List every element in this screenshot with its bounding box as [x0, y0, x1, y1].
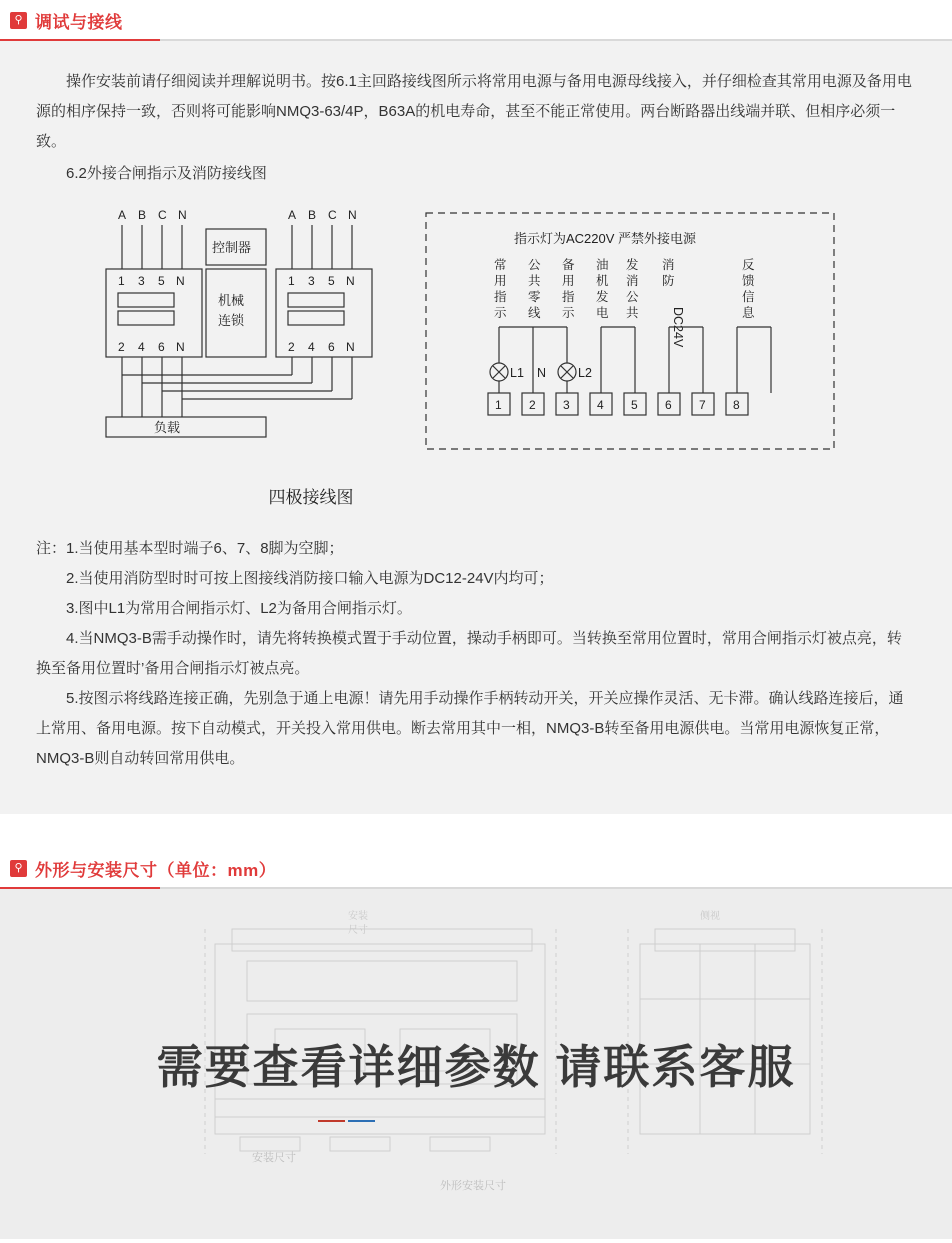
svg-text:5: 5: [631, 398, 638, 412]
intro-paragraph: 操作安装前请仔细阅读并理解说明书。按6.1主回路接线图所示将常用电源与备用电源母线接入，并仔细检查其常用电源及备用电源的相序保持一致，否则将可能影响NMQ3-63/4P，B63A的机电寿命，甚至不能正常使用。两台断路器出线端并联、但相序必须一致。: [36, 73, 912, 150]
svg-text:8: 8: [733, 398, 740, 412]
search-icon: ⚲: [10, 860, 27, 877]
svg-text:4: 4: [597, 398, 604, 412]
svg-text:N: N: [176, 274, 185, 288]
svg-text:N: N: [346, 274, 355, 288]
svg-text:3: 3: [563, 398, 570, 412]
svg-text:1: 1: [118, 274, 125, 288]
dimension-drawing-area: [0, 889, 952, 1239]
notes-list: [36, 534, 916, 774]
search-icon: ⚲: [10, 12, 27, 29]
svg-text:电: 电: [596, 306, 609, 320]
svg-text:4: 4: [308, 340, 315, 354]
header-underline: [0, 39, 160, 41]
svg-text:连锁: 连锁: [218, 313, 245, 328]
svg-text:发: 发: [596, 290, 609, 304]
dimensions-section-header-wrap: [0, 856, 952, 889]
note-item-5: 5.按图示将线路连接正确，先别急于通上电源！请先用手动操作手柄转动开关，开关应操作灵活、无卡滞。确认线路连接后，通上常用、备用电源。按下自动模式，开关投入常用供电。断去常用其中一相，NMQ3-B转至备用电源供电。当常用电源恢复正常，NMQ3-B则自动转回常用供电。: [36, 690, 904, 767]
svg-text:发: 发: [626, 258, 639, 272]
svg-text:防: 防: [662, 274, 675, 288]
svg-text:机械: 机械: [218, 293, 245, 308]
svg-text:负载: 负载: [154, 420, 181, 435]
wiring-section-header-wrap: [0, 0, 952, 41]
svg-text:共: 共: [528, 274, 541, 288]
svg-text:7: 7: [699, 398, 706, 412]
svg-text:指: 指: [562, 290, 575, 304]
svg-text:6: 6: [665, 398, 672, 412]
svg-text:零: 零: [528, 290, 541, 304]
wiring-diagram-svg: [96, 207, 856, 477]
svg-text:B: B: [308, 208, 317, 222]
svg-text:3: 3: [138, 274, 145, 288]
diagram-caption: 四极接线图: [268, 488, 354, 507]
svg-text:侧视: 侧视: [700, 911, 720, 922]
wiring-body: [0, 41, 952, 814]
wiring-section-title: 调试与接线: [35, 13, 123, 32]
svg-text:消: 消: [662, 258, 675, 272]
svg-text:6: 6: [158, 340, 165, 354]
svg-text:常: 常: [494, 258, 507, 272]
svg-text:1: 1: [495, 398, 502, 412]
svg-text:C: C: [158, 208, 167, 222]
svg-text:用: 用: [494, 274, 507, 288]
wiring-diagram: [36, 207, 916, 477]
svg-text:馈: 馈: [742, 274, 755, 288]
svg-text:消: 消: [626, 274, 639, 288]
svg-text:N: N: [176, 340, 185, 354]
svg-text:4: 4: [138, 340, 145, 354]
note-item-2: 2.当使用消防型时时可按上图接线消防接口输入电源为DC12-24V内均可；: [66, 570, 554, 587]
svg-text:线: 线: [528, 306, 541, 320]
svg-text:信: 信: [742, 290, 755, 304]
contact-service-overlay: 需要查看详细参数 请联系客服: [156, 1041, 796, 1093]
wiring-section-header: [0, 8, 952, 41]
svg-text:C: C: [328, 208, 337, 222]
svg-text:2: 2: [529, 398, 536, 412]
svg-text:尺寸: 尺寸: [348, 925, 368, 936]
note-item-4: 4.当NMQ3-B需手动操作时，请先将转换模式置于手动位置，操动手柄即可。当转换至常用位置时，常用合闸指示灯被点亮，转换至备用位置时’备用合闸指示灯被点亮。: [36, 630, 902, 677]
svg-text:指: 指: [494, 290, 507, 304]
svg-text:控制器: 控制器: [212, 240, 252, 255]
svg-text:公: 公: [528, 258, 541, 272]
svg-text:示: 示: [494, 306, 507, 320]
svg-text:B: B: [138, 208, 147, 222]
note-item-1: 注：1.当使用基本型时端子6、7、8脚为空脚；: [36, 540, 344, 557]
dimensions-section-title: 外形与安装尺寸（单位：mm）: [35, 861, 277, 880]
svg-text:反: 反: [742, 258, 755, 272]
svg-text:6: 6: [328, 340, 335, 354]
svg-text:安装: 安装: [348, 911, 368, 922]
svg-text:5: 5: [328, 274, 335, 288]
svg-text:N: N: [178, 208, 187, 222]
svg-text:N: N: [537, 366, 547, 380]
svg-text:机: 机: [596, 274, 609, 288]
svg-text:安装尺寸: 安装尺寸: [252, 1152, 296, 1164]
svg-text:N: N: [346, 340, 355, 354]
svg-text:息: 息: [742, 306, 755, 320]
svg-text:L2: L2: [578, 366, 592, 380]
svg-text:L1: L1: [510, 366, 524, 380]
svg-text:2: 2: [288, 340, 295, 354]
svg-text:用: 用: [562, 274, 575, 288]
svg-text:公: 公: [626, 290, 639, 304]
svg-text:共: 共: [626, 306, 639, 320]
svg-text:5: 5: [158, 274, 165, 288]
svg-text:N: N: [348, 208, 357, 222]
svg-text:A: A: [288, 208, 297, 222]
svg-text:1: 1: [288, 274, 295, 288]
svg-text:A: A: [118, 208, 127, 222]
svg-text:指示灯为AC220V 严禁外接电源: 指示灯为AC220V 严禁外接电源: [514, 231, 697, 246]
svg-text:示: 示: [562, 306, 575, 320]
svg-text:备: 备: [562, 258, 575, 272]
svg-text:DC24V: DC24V: [671, 307, 685, 348]
svg-text:3: 3: [308, 274, 315, 288]
note-item-3: 3.图中L1为常用合闸指示灯、L2为备用合闸指示灯。: [66, 600, 412, 617]
svg-text:外形安装尺寸: 外形安装尺寸: [440, 1180, 506, 1192]
svg-text:2: 2: [118, 340, 125, 354]
svg-text:油: 油: [596, 258, 609, 272]
section-spacer: [0, 814, 952, 856]
subsection-title: 6.2外接合闸指示及消防接线图: [66, 165, 267, 182]
dimensions-section-header: [0, 856, 952, 889]
